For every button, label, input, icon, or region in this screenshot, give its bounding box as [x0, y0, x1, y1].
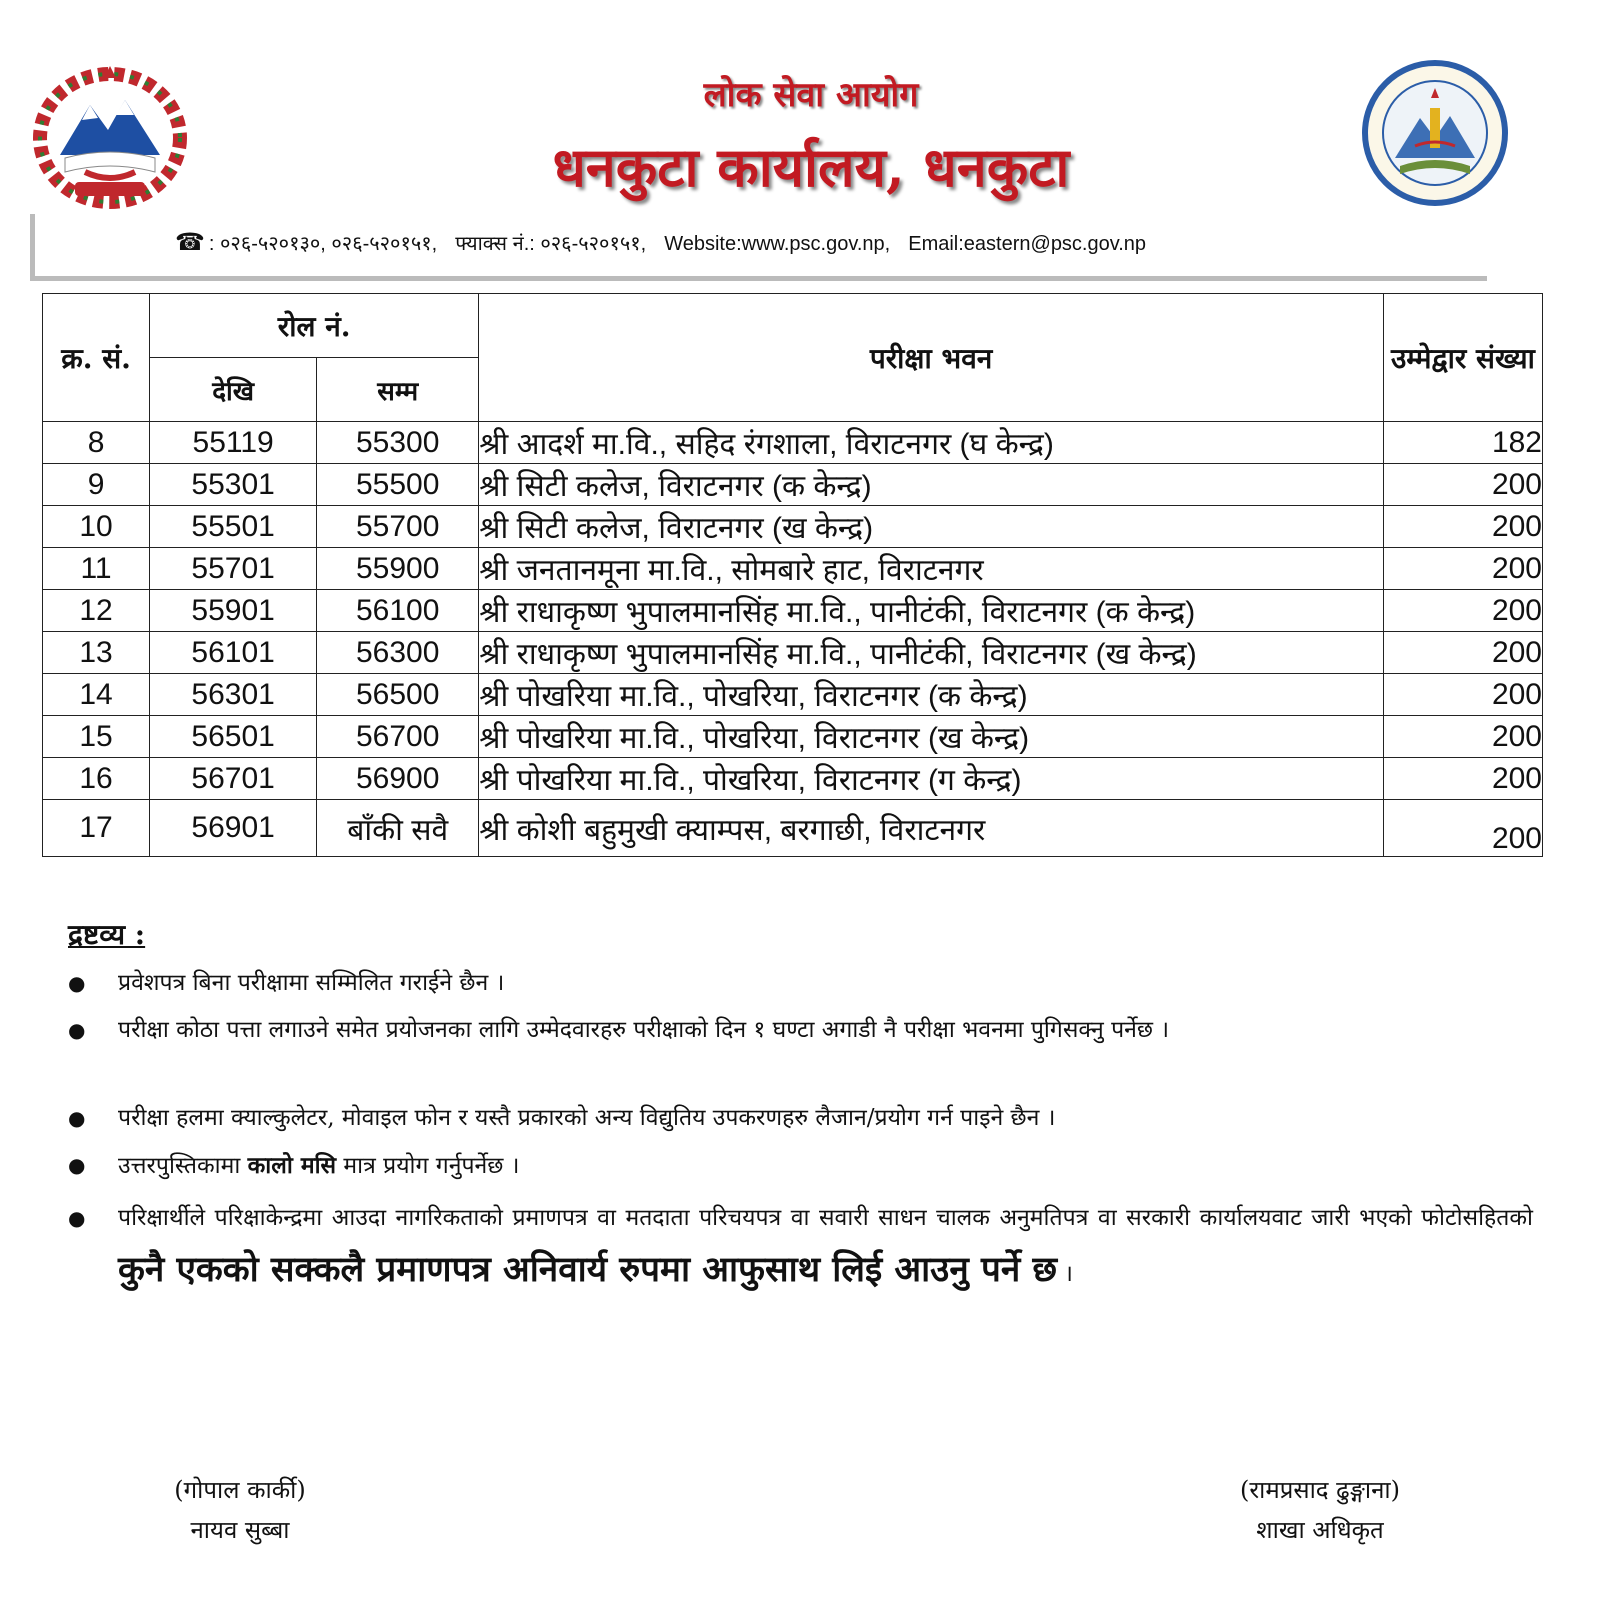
cell-count: 200 — [1383, 716, 1542, 758]
cell-from: 55301 — [150, 464, 317, 506]
fax-number: फ्याक्स नं.: ०२६-५२०१५१, — [455, 233, 647, 255]
cell-from: 56901 — [150, 800, 317, 857]
cell-sn: 11 — [43, 548, 150, 590]
note-item — [68, 963, 1533, 1004]
cell-venue: श्री राधाकृष्ण भुपालमानसिंह मा.वि., पानीटंकी, विराटनगर (क केन्द्र) — [479, 590, 1384, 632]
cell-to: 55500 — [317, 464, 479, 506]
header-count: उम्मेद्वार संख्या — [1383, 294, 1542, 422]
cell-from: 56101 — [150, 632, 317, 674]
table-row — [43, 674, 1543, 716]
cell-venue: श्री जनतानमूना मा.वि., सोमबारे हाट, विराटनगर — [479, 548, 1384, 590]
cell-count: 200 — [1383, 506, 1542, 548]
cell-sn: 14 — [43, 674, 150, 716]
cell-venue: श्री आदर्श मा.वि., सहिद रंगशाला, विराटनगर (घ केन्द्र) — [479, 422, 1384, 464]
table-row — [43, 422, 1543, 464]
note-text: उत्तरपुस्तिकामा कालो मसि मात्र प्रयोग गर्नुपर्नेछ । — [118, 1152, 520, 1179]
cell-sn: 17 — [43, 800, 150, 857]
note-item — [68, 1098, 1533, 1139]
id-requirement-emphasis: कुनै एकको सक्कलै प्रमाणपत्र अनिवार्य रुपमा आफुसाथ लिई आउनु पर्ने छ — [118, 1249, 1057, 1290]
bullet-icon: ● — [68, 1153, 86, 1177]
cell-venue: श्री पोखरिया मा.वि., पोखरिया, विराटनगर (क केन्द्र) — [479, 674, 1384, 716]
bullet-icon: ● — [68, 1206, 86, 1230]
cell-from: 55901 — [150, 590, 317, 632]
table-row — [43, 548, 1543, 590]
cell-venue: श्री सिटी कलेज, विराटनगर (क केन्द्र) — [479, 464, 1384, 506]
cell-from: 56501 — [150, 716, 317, 758]
cell-to: बाँकी सवै — [317, 800, 479, 857]
cell-sn: 16 — [43, 758, 150, 800]
cell-to: 55700 — [317, 506, 479, 548]
table-row — [43, 506, 1543, 548]
table-row — [43, 716, 1543, 758]
cell-venue: श्री राधाकृष्ण भुपालमानसिंह मा.वि., पानीटंकी, विराटनगर (ख केन्द्र) — [479, 632, 1384, 674]
signatory-title: शाखा अधिकृत — [1256, 1516, 1384, 1544]
cell-to: 56900 — [317, 758, 479, 800]
cell-count: 200 — [1383, 548, 1542, 590]
cell-sn: 8 — [43, 422, 150, 464]
cell-from: 56301 — [150, 674, 317, 716]
cell-from: 55119 — [150, 422, 317, 464]
table-row — [43, 758, 1543, 800]
table-row — [43, 464, 1543, 506]
signatory-title: नायव सुब्बा — [190, 1516, 290, 1544]
header-sn: क्र. सं. — [43, 294, 150, 422]
table-row — [43, 632, 1543, 674]
signature-right — [1200, 1470, 1440, 1550]
cell-venue: श्री सिटी कलेज, विराटनगर (ख केन्द्र) — [479, 506, 1384, 548]
cell-sn: 15 — [43, 716, 150, 758]
note-text: परिक्षार्थीले परिक्षाकेन्द्रमा आउदा नागरिकताको प्रमाणपत्र वा मतदाता परिचयपत्र वा सवारी साधन चालक अनुमतिपत्र वा सरकारी कार्यालयवाट जारी भएको फोटोसहितको कुनै एकको सक्कलै प्रमाणपत्र अनिवार्य रुपमा आफुसाथ लिई आउनु पर्ने छ । — [118, 1205, 1533, 1290]
header-to: सम्म — [317, 358, 479, 422]
note-item — [68, 1145, 1533, 1187]
cell-sn: 10 — [43, 506, 150, 548]
header-venue: परीक्षा भवन — [479, 294, 1384, 422]
signature-left — [150, 1470, 330, 1550]
bullet-icon: ● — [68, 971, 86, 995]
cell-count: 182 — [1383, 422, 1542, 464]
bullet-icon: ● — [68, 1106, 86, 1130]
cell-to: 56500 — [317, 674, 479, 716]
note-item — [68, 1010, 1533, 1051]
office-name: धनकुटा कार्यालय, धनकुटा — [552, 135, 1070, 199]
org-name: लोक सेवा आयोग — [703, 75, 919, 115]
cell-sn: 12 — [43, 590, 150, 632]
cell-count: 200 — [1383, 590, 1542, 632]
telephone-icon: ☎ — [175, 229, 205, 256]
signatory-name: (गोपाल कार्की) — [174, 1476, 306, 1504]
cell-from: 55501 — [150, 506, 317, 548]
table-row — [43, 800, 1543, 857]
website-link[interactable]: Website:www.psc.gov.np, — [664, 233, 891, 255]
cell-venue: श्री पोखरिया मा.वि., पोखरिया, विराटनगर (ग केन्द्र) — [479, 758, 1384, 800]
cell-count: 200 — [1383, 632, 1542, 674]
cell-to: 55900 — [317, 548, 479, 590]
cell-count: 200 — [1383, 464, 1542, 506]
cell-venue: श्री कोशी बहुमुखी क्याम्पस, बरगाछी, विराटनगर — [479, 800, 1384, 857]
cell-to: 56100 — [317, 590, 479, 632]
cell-from: 56701 — [150, 758, 317, 800]
cell-to: 55300 — [317, 422, 479, 464]
notes-heading: द्रष्टव्य : — [68, 918, 146, 951]
header-from: देखि — [150, 358, 317, 422]
cell-venue: श्री पोखरिया मा.वि., पोखरिया, विराटनगर (ख केन्द्र) — [479, 716, 1384, 758]
cell-count: 200 — [1383, 800, 1542, 857]
cell-count: 200 — [1383, 674, 1542, 716]
note-text: प्रवेशपत्र बिना परीक्षामा सम्मिलित गराईने छैन । — [118, 970, 505, 996]
note-item — [68, 1192, 1533, 1300]
cell-to: 56300 — [317, 632, 479, 674]
signatory-name: (रामप्रसाद ढुङ्गाना) — [1239, 1476, 1401, 1504]
exam-centre-table — [42, 293, 1543, 857]
phone-numbers: : ०२६-५२०१३०, ०२६-५२०१५१, — [208, 233, 438, 255]
cell-from: 55701 — [150, 548, 317, 590]
black-ink-emphasis: कालो मसि — [247, 1152, 337, 1179]
cell-sn: 9 — [43, 464, 150, 506]
note-text: परीक्षा हलमा क्याल्कुलेटर, मोवाइल फोन र यस्तै प्रकारको अन्य विद्युतिय उपकरणहरु लैजान/प्रयोग गर्न पाइने छैन । — [118, 1105, 1056, 1131]
header-roll: रोल नं. — [150, 294, 479, 358]
cell-to: 56700 — [317, 716, 479, 758]
note-text: परीक्षा कोठा पत्ता लगाउने समेत प्रयोजनका लागि उम्मेदवारहरु परीक्षाको दिन १ घण्टा अगाडी नै परीक्षा भवनमा पुगिसक्नु पर्नेछ । — [118, 1017, 1170, 1043]
cell-sn: 13 — [43, 632, 150, 674]
cell-count: 200 — [1383, 758, 1542, 800]
contact-line — [175, 228, 1146, 257]
table-row — [43, 590, 1543, 632]
bullet-icon: ● — [68, 1018, 86, 1042]
email-link[interactable]: Email:eastern@psc.gov.np — [908, 233, 1147, 255]
